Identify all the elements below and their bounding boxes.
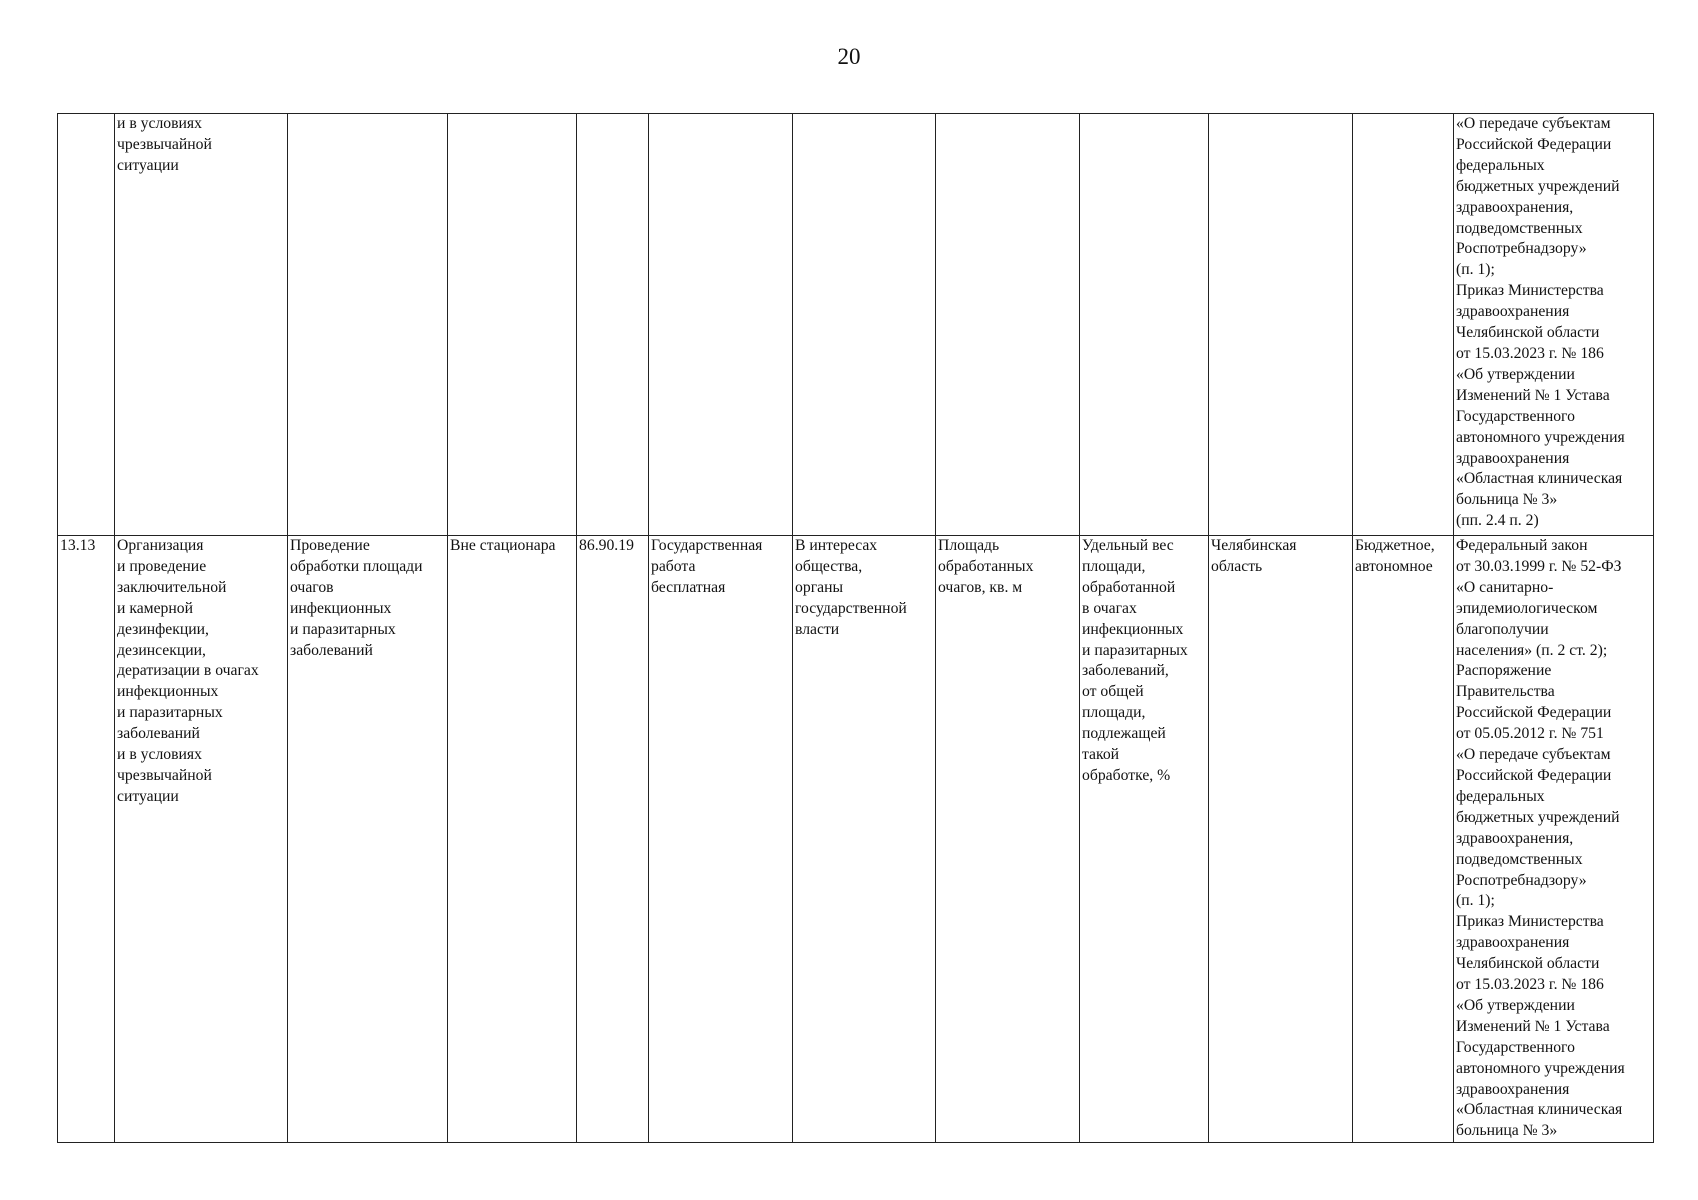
cell-institution-type: Бюджетное, автономное [1353,536,1454,1143]
cell-number: 13.13 [58,536,115,1143]
cell-service-name: Организация и проведение заключительной и камерной дезинфекции, дезинсекции, дератизации в очагах инфекционных и паразитарных заболеваний и в условиях чрезвычайной ситуации [115,536,288,1143]
cell-consumers [793,114,936,536]
cell-legal-basis: «О передаче субъектам Российской Федерации федеральных бюджетных учреждений здравоохранения, подведомственных Роспотребнадзору» (п. 1); Приказ Министерства здравоохранения Челябинской области от 15.03.2023 г. № 186 «Об утверждении Изменений № 1 Устава Государственного автономного учреждения здравоохранения «Областная клиническая больница № 3» (пп. 2.4 п. 2) [1454,114,1654,536]
cell-institution-type [1353,114,1454,536]
cell-volume-indicator [936,114,1080,536]
table-row-continuation [58,114,1654,536]
cell-condition [448,114,577,536]
cell-quality-indicator [1080,114,1209,536]
cell-condition: Вне стационара [448,536,577,1143]
cell-content: Проведение обработки площади очагов инфекционных и паразитарных заболеваний [288,536,448,1143]
cell-volume-indicator: Площадь обработанных очагов, кв. м [936,536,1080,1143]
cell-region [1209,114,1353,536]
cell-number [58,114,115,536]
cell-service-name: и в условиях чрезвычайной ситуации [115,114,288,536]
cell-code: 86.90.19 [577,536,649,1143]
services-table [57,113,1654,1143]
table-row [58,536,1654,1143]
cell-region: Челябинская область [1209,536,1353,1143]
page-number: 20 [837,44,861,69]
cell-type [649,114,793,536]
cell-content [288,114,448,536]
cell-type: Государственная работа бесплатная [649,536,793,1143]
cell-consumers: В интересах общества, органы государственной власти [793,536,936,1143]
cell-code [577,114,649,536]
cell-legal-basis: Федеральный закон от 30.03.1999 г. № 52-ФЗ «О санитарно- эпидемиологическом благополучии населения» (п. 2 ст. 2); Распоряжение Правительства Российской Федерации от 05.05.2012 г. № 751 «О передаче субъектам Российской Федерации федеральных бюджетных учреждений здравоохранения, подведомственных Роспотребнадзору» (п. 1); Приказ Министерства здравоохранения Челябинской области от 15.03.2023 г. № 186 «Об утверждении Изменений № 1 Устава Государственного автономного учреждения здравоохранения «Областная клиническая больница № 3» [1454,536,1654,1143]
cell-quality-indicator: Удельный вес площади, обработанной в очагах инфекционных и паразитарных заболеваний, от общей площади, подлежащей такой обработке, % [1080,536,1209,1143]
